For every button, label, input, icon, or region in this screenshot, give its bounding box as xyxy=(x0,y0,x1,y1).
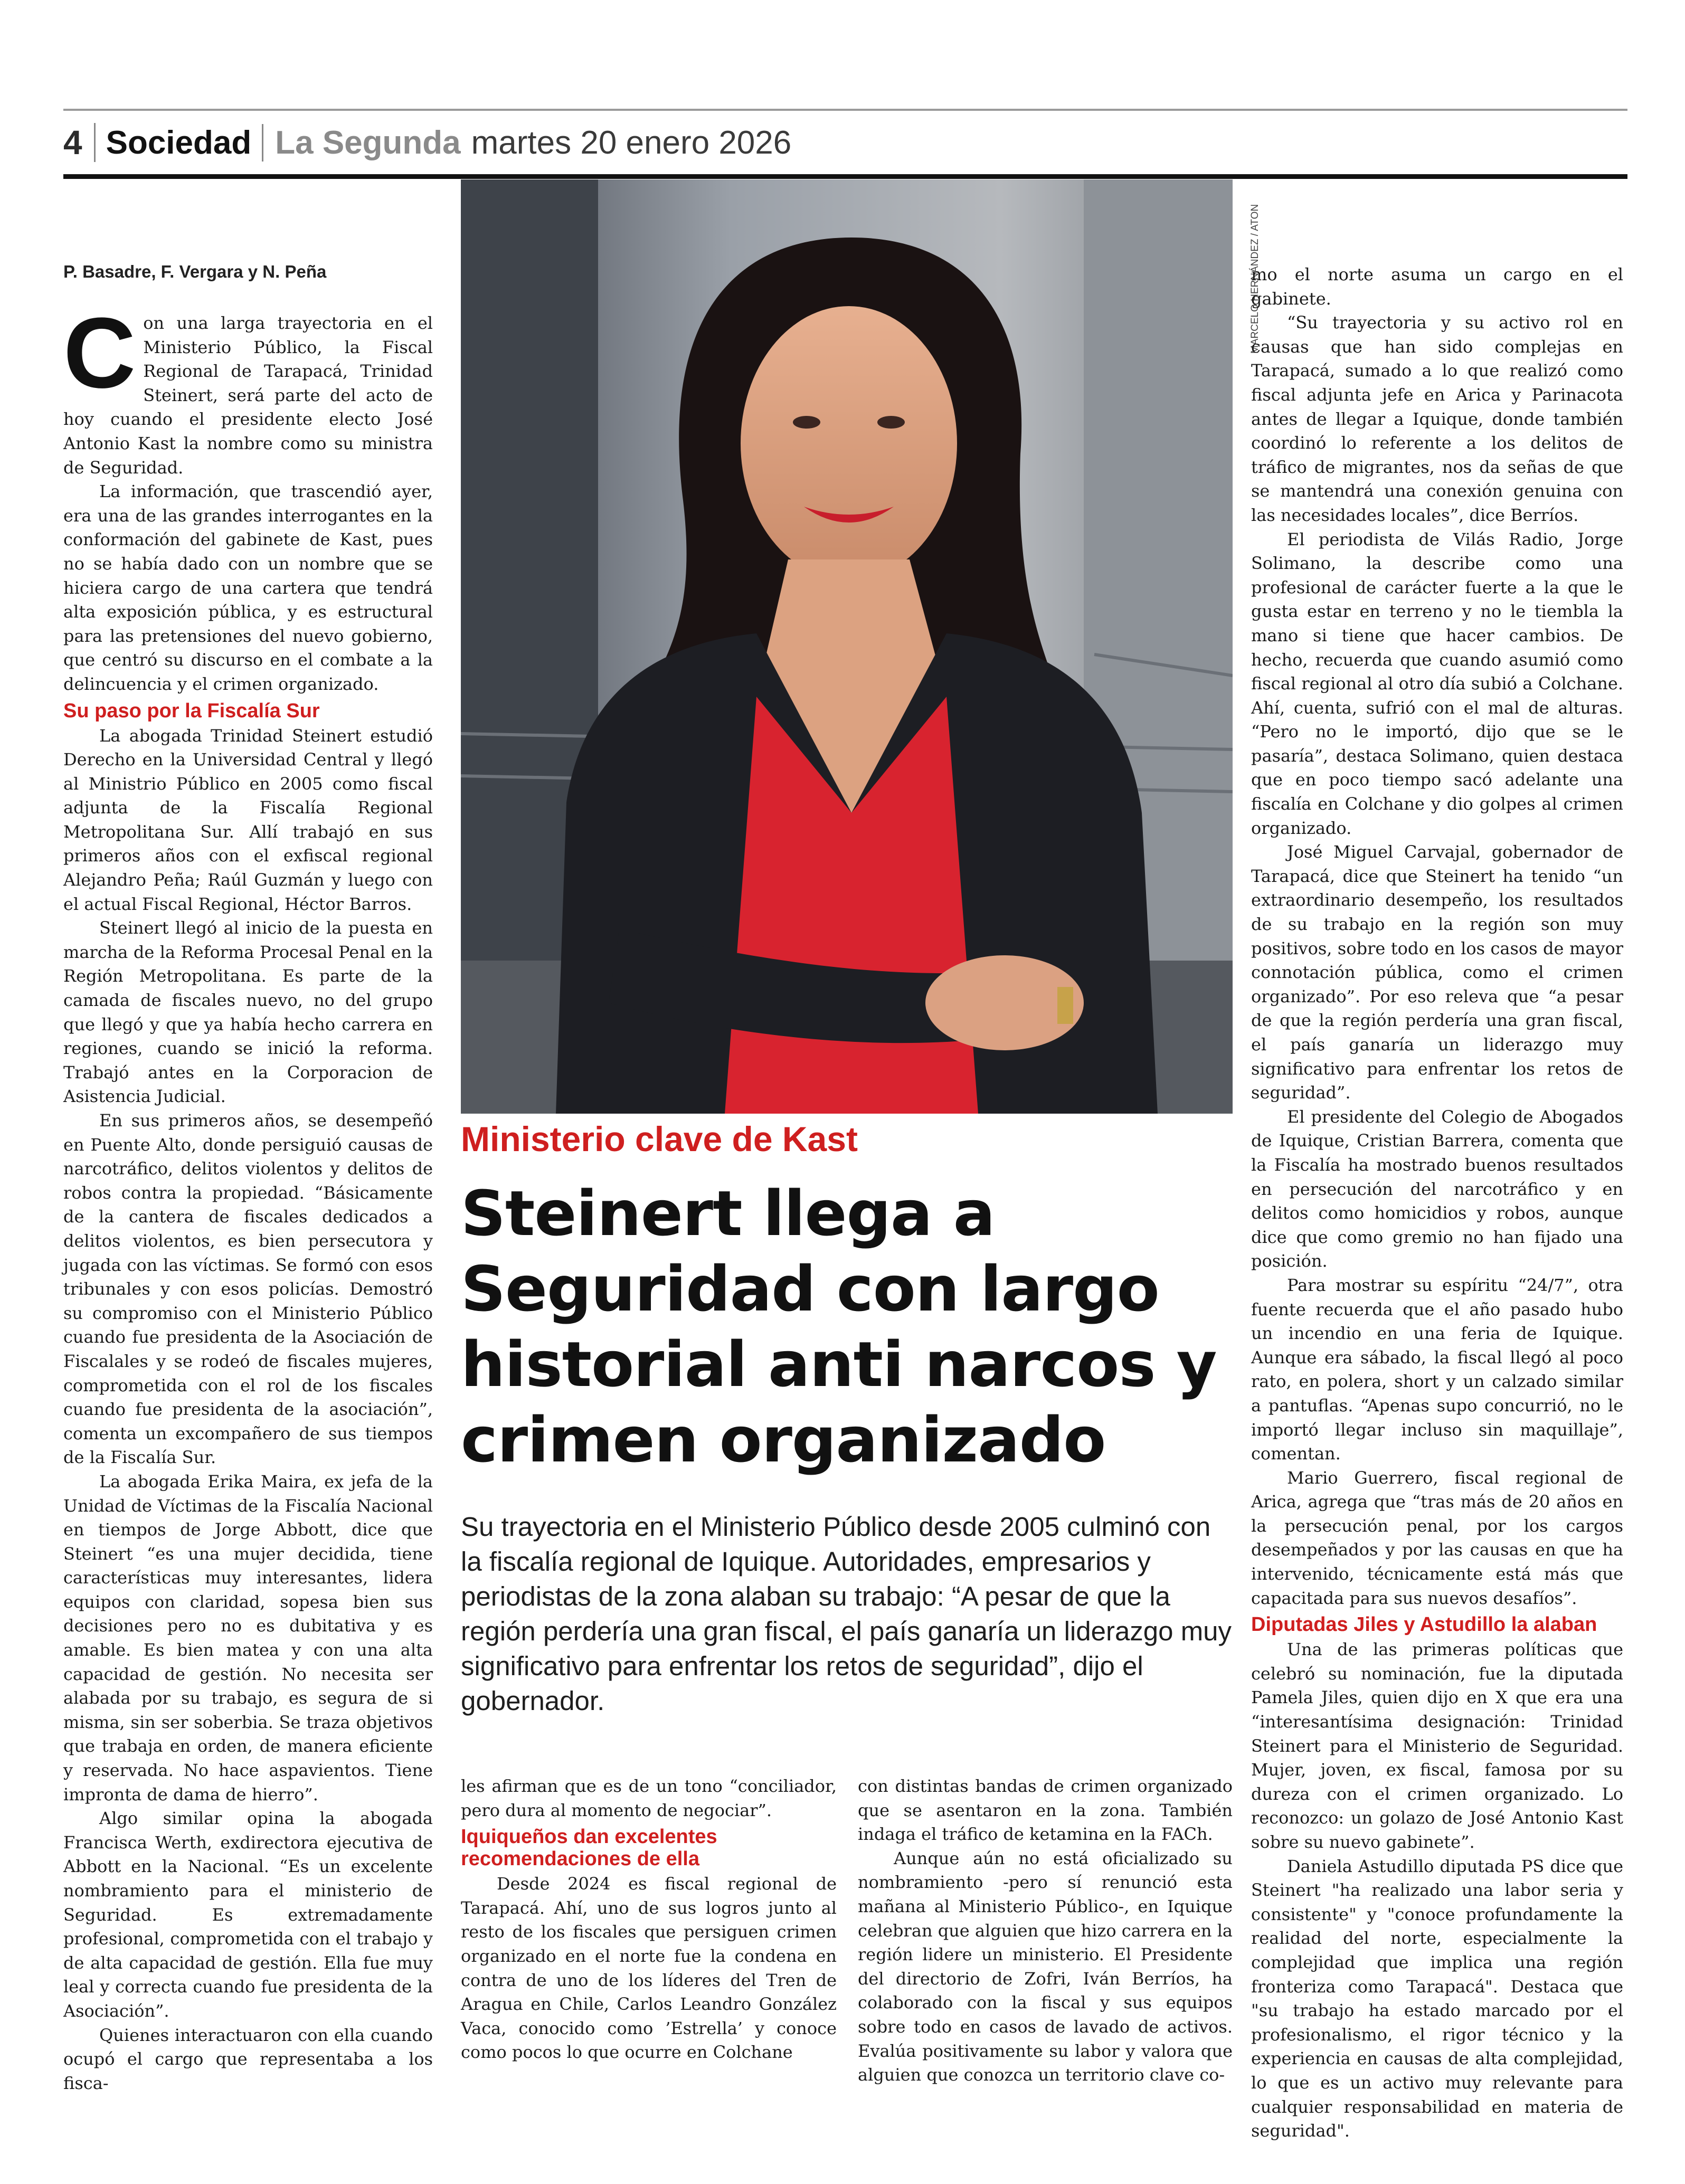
lead-paragraph xyxy=(63,297,433,480)
paragraph: El periodista de Vilás Radio, Jorge Solimano, la describe como una profesional de carácter fuerte a la que le gusta estar en terreno y no le tiembla la mano si tiene que hacer cambios. De hecho, recuerda que cuando asumió como fiscal regional al otro día subió a Colchane. Ahí, cuenta, sufrió con el mal de alturas. “Pero no le importó, dijo que se le pasaría”, destaca Solimano, quien destaca que en poco tiempo sacó adelante una fiscalía en Colchane y dio golpes al crimen organizado. xyxy=(1251,529,1623,838)
article-column-2 xyxy=(461,1774,837,2102)
paragraph: Aunque aún no está oficializado su nombramiento -pero sí renunció esta mañana al Ministerio Público-, en Iquique celebran que alguien que hizo carrera en la región lidere un ministerio. El Presidente del directorio de Zofri, Iván Berríos, ha colaborado con la fiscal y sus equipos sobre todo en casos de lavado de activos. Evalúa positivamente su labor y valora que alguien que conozca un territorio clave co- xyxy=(858,1848,1233,2085)
portrait-photo xyxy=(461,179,1233,1114)
headline: Steinert llega a Seguridad con largo historial anti narcos y crimen organizado xyxy=(461,1177,1217,1476)
paragraph: con distintas bandas de crimen organizado que se asentaron en la zona. También indaga el tráfico de ketamina en la FACh. xyxy=(858,1776,1233,1845)
header-top-rule xyxy=(63,109,1627,111)
paragraph: Quienes interactuaron con ella cuando ocupó el cargo que representaba a los fisca- xyxy=(63,2025,433,2093)
paragraph: La información, que trascendió ayer, era una de las grandes interrogantes en la conformación del gabinete de Kast, pues no se había dado con un nombre que se hiciera cargo de una cartera que tendrá alta exposición pública, y es estructural para las pretensiones del nuevo gobierno, que centró su discurso en el combate a la delincuencia y el crimen organizado. xyxy=(63,481,433,694)
deck: Su trayectoria en el Ministerio Público desde 2005 culminó con la fiscalía regional de Iquique. Autoridades, empresarios y periodistas de la zona alaban su trabajo: “A pesar de que la región perdería una gran fiscal, el país ganaría un liderazgo muy significativo para enfrentar los retos de seguridad”, dijo el gobernador. xyxy=(461,1512,1232,1716)
paragraph: El presidente del Colegio de Abogados de Iquique, Cristian Barrera, comenta que la Fiscalía ha mostrado buenos resultados en persecución del narcotráfico y en delitos como homicidios y robos, aunque dice que como gremio no han fijado una posición. xyxy=(1251,1106,1623,1271)
photo-credit-text: MARCELO HERNÁNDEZ / ATON xyxy=(1249,204,1261,354)
paragraph: La abogada Erika Maira, ex jefa de la Unidad de Víctimas de la Fiscalía Nacional en tiempos de Jorge Abbott, dice que Steinert “es una mujer decidida, tiene características muy interesantes, lidera equipos con claridad, sopesa bien sus decisiones pero no es dubitativa y es amable. Es bien matea y con una alta capacidad de gestión. No necesita ser alabada por su trabajo, es segura de si misma, sin ser soberbia. Se traza objetivos que trabaja en orden, de manera eficiente y reservada. No hace aspavientos. Tiene impronta de dama de hierro”. xyxy=(63,1471,433,1805)
paragraph: Desde 2024 es fiscal regional de Tarapacá. Ahí, uno de sus logros junto al resto de los fiscales que persiguen crimen organizado en el norte fue la condena en contra de uno de los líderes del Tren de Aragua en Chile, Carlos Leandro González Vaca, conocido como ’Estrella’ y conoce como pocos lo que ocurre en Colchane xyxy=(461,1874,837,2063)
paragraph: Una de las primeras políticas que celebró su nominación, fue la diputada Pamela Jiles, quien dijo en X que era una “interesantísima designación: Trinidad Steinert para el Ministerio de Seguridad. Mujer, joven, ex fiscal, famosa por su dureza con el crimen organizado. Lo reconozco: un golazo de José Antonio Kast sobre su nuevo gabinete”. xyxy=(1251,1639,1623,1852)
paragraph: mo el norte asuma un cargo en el gabinete. xyxy=(1251,264,1623,309)
kicker: Ministerio clave de Kast xyxy=(461,1119,858,1159)
subheading: Diputadas Jiles y Astudillo la alaban xyxy=(1251,1613,1597,1636)
header-rule xyxy=(63,174,1627,179)
photo-credit xyxy=(1234,179,1261,359)
paragraph: Mario Guerrero, fiscal regional de Arica, agrega que “tras más de 20 años en la persecución penal, por los cargos desempeñados y por las causas en que ha intervenido, técnicamente está más que capacitada para sus nuevos desafíos”. xyxy=(1251,1467,1623,1608)
byline: P. Basadre, F. Vergara y N. Peña xyxy=(63,262,327,281)
paragraph: En sus primeros años, se desempeñó en Puente Alto, donde persiguió causas de narcotráfico, delitos violentos y delitos de robos contra la propiedad. “Básicamente de la cantera de fiscales dedicados a delitos violentos, es bien persecutora y jugada con las víctimas. Se formó con esos tribunales y con esos policías. Demostró su compromiso con el Ministerio Público cuando fue presidenta de la Asociación de Fiscalales y se rodeó de fiscales mujeres, comprometida con el rol de los fiscales cuando fue presidenta de la asociación”, comenta un excompañero de sus tiempos de la Fiscalía Sur. xyxy=(63,1110,433,1468)
paragraph: les afirman que es de un tono “conciliador, pero dura al momento de negociar”. xyxy=(461,1776,837,1820)
subheading: Iquiqueños dan excelentes recomendaciones de ella xyxy=(461,1826,717,1870)
paragraph: Para mostrar su espíritu “24/7”, otra fuente recuerda que el año pasado hubo un incendio en una feria de Iquique. Aunque era sábado, la fiscal llegó al poco rato, en polera, short y un calzado similar a pantuflas. “Apenas supo concurrió, no le importó llegar incluso sin maquillaje”, comentan. xyxy=(1251,1275,1623,1464)
page-number: 4 xyxy=(63,123,96,162)
paragraph: La abogada Trinidad Steinert estudió Derecho en la Universidad Central y llegó al Ministrio Público en 2005 como fiscal adjunta de la Fiscalía Regional Metropolitana Sur. Allí trabajó en sus primeros años con el exfiscal regional Alejandro Peña; Raúl Guzmán y luego con el actual Fiscal Regional, Héctor Barros. xyxy=(63,725,433,914)
paragraph: Steinert llegó al inicio de la puesta en marcha de la Reforma Procesal Penal en la Región Metropolitana. Es parte de la camada de fiscales nuevo, no del grupo que llegó y que ya había hecho carrera en regiones, cuando se inició la reforma. Trabajó antes en la Corporacion de Asistencia Judicial. xyxy=(63,918,433,1107)
lead-text: on una larga trayectoria en el Ministerio Público, la Fiscal Regional de Tarapacá, Trinidad Steinert, será parte del acto de hoy cuando el presidente electo José Antonio Kast la nombre como su ministra de Seguridad. xyxy=(63,313,433,478)
page-header xyxy=(63,116,791,169)
paragraph: Algo similar opina la abogada Francisca Werth, exdirectora ejecutiva de Abbott en la Nacional. “Es un excelente nombramiento para el ministerio de Seguridad. Es extremadamente profesional, comprometida con el trabajo y de alta capacidad de gestión. Ella fue muy leal y correcta cuando fue presidenta de la Asociación”. xyxy=(63,1808,433,2021)
paragraph: “Su trayectoria y su activo rol en causas que han sido complejas en Tarapacá, sumado a lo que realizó como fiscal adjunta jefe en Arica y Parinacota antes de llegar a Iquique, donde también coordinó lo referente a los delitos de tráfico de migrantes, nos da señas de que se mantendrá una conexión genuina con las necesidades locales”, dice Berríos. xyxy=(1251,312,1623,525)
paragraph: Daniela Astudillo diputada PS dice que Steinert "ha realizado una labor seria y consistente" y "conoce profundamente la realidad del norte, especialmente la complejidad que implica una región fronteriza como Tarapacá". Destaca que "su trabajo ha estado marcado por el profesionalismo, el rigor técnico y la experiencia en causas de alta complejidad, lo que es un activo muy relevante para cualquier responsabilidad en materia de seguridad". xyxy=(1251,1856,1623,2141)
article-column-3 xyxy=(858,1774,1233,2102)
subheading: Su paso por la Fiscalía Sur xyxy=(63,699,320,722)
paragraph: José Miguel Carvajal, gobernador de Tarapacá, dice que Steinert ha tenido “un extraordinario desempeño, los resultados de su trabajo en la región son muy positivos, sobre todo en los casos de mayor connotación pública, como el crimen organizado”. Por eso releva que “a pesar de que la región perdería una gran fiscal, el país ganaría un liderazgo muy significativo para enfrentar los retos de seguridad”. xyxy=(1251,842,1623,1103)
publication-name: La Segunda xyxy=(275,124,461,161)
issue-date: martes 20 enero 2026 xyxy=(471,124,792,161)
section-name: Sociedad xyxy=(96,124,264,162)
drop-cap: C xyxy=(63,297,136,409)
article-column-1 xyxy=(63,297,433,2106)
article-column-4 xyxy=(1251,263,1623,2141)
